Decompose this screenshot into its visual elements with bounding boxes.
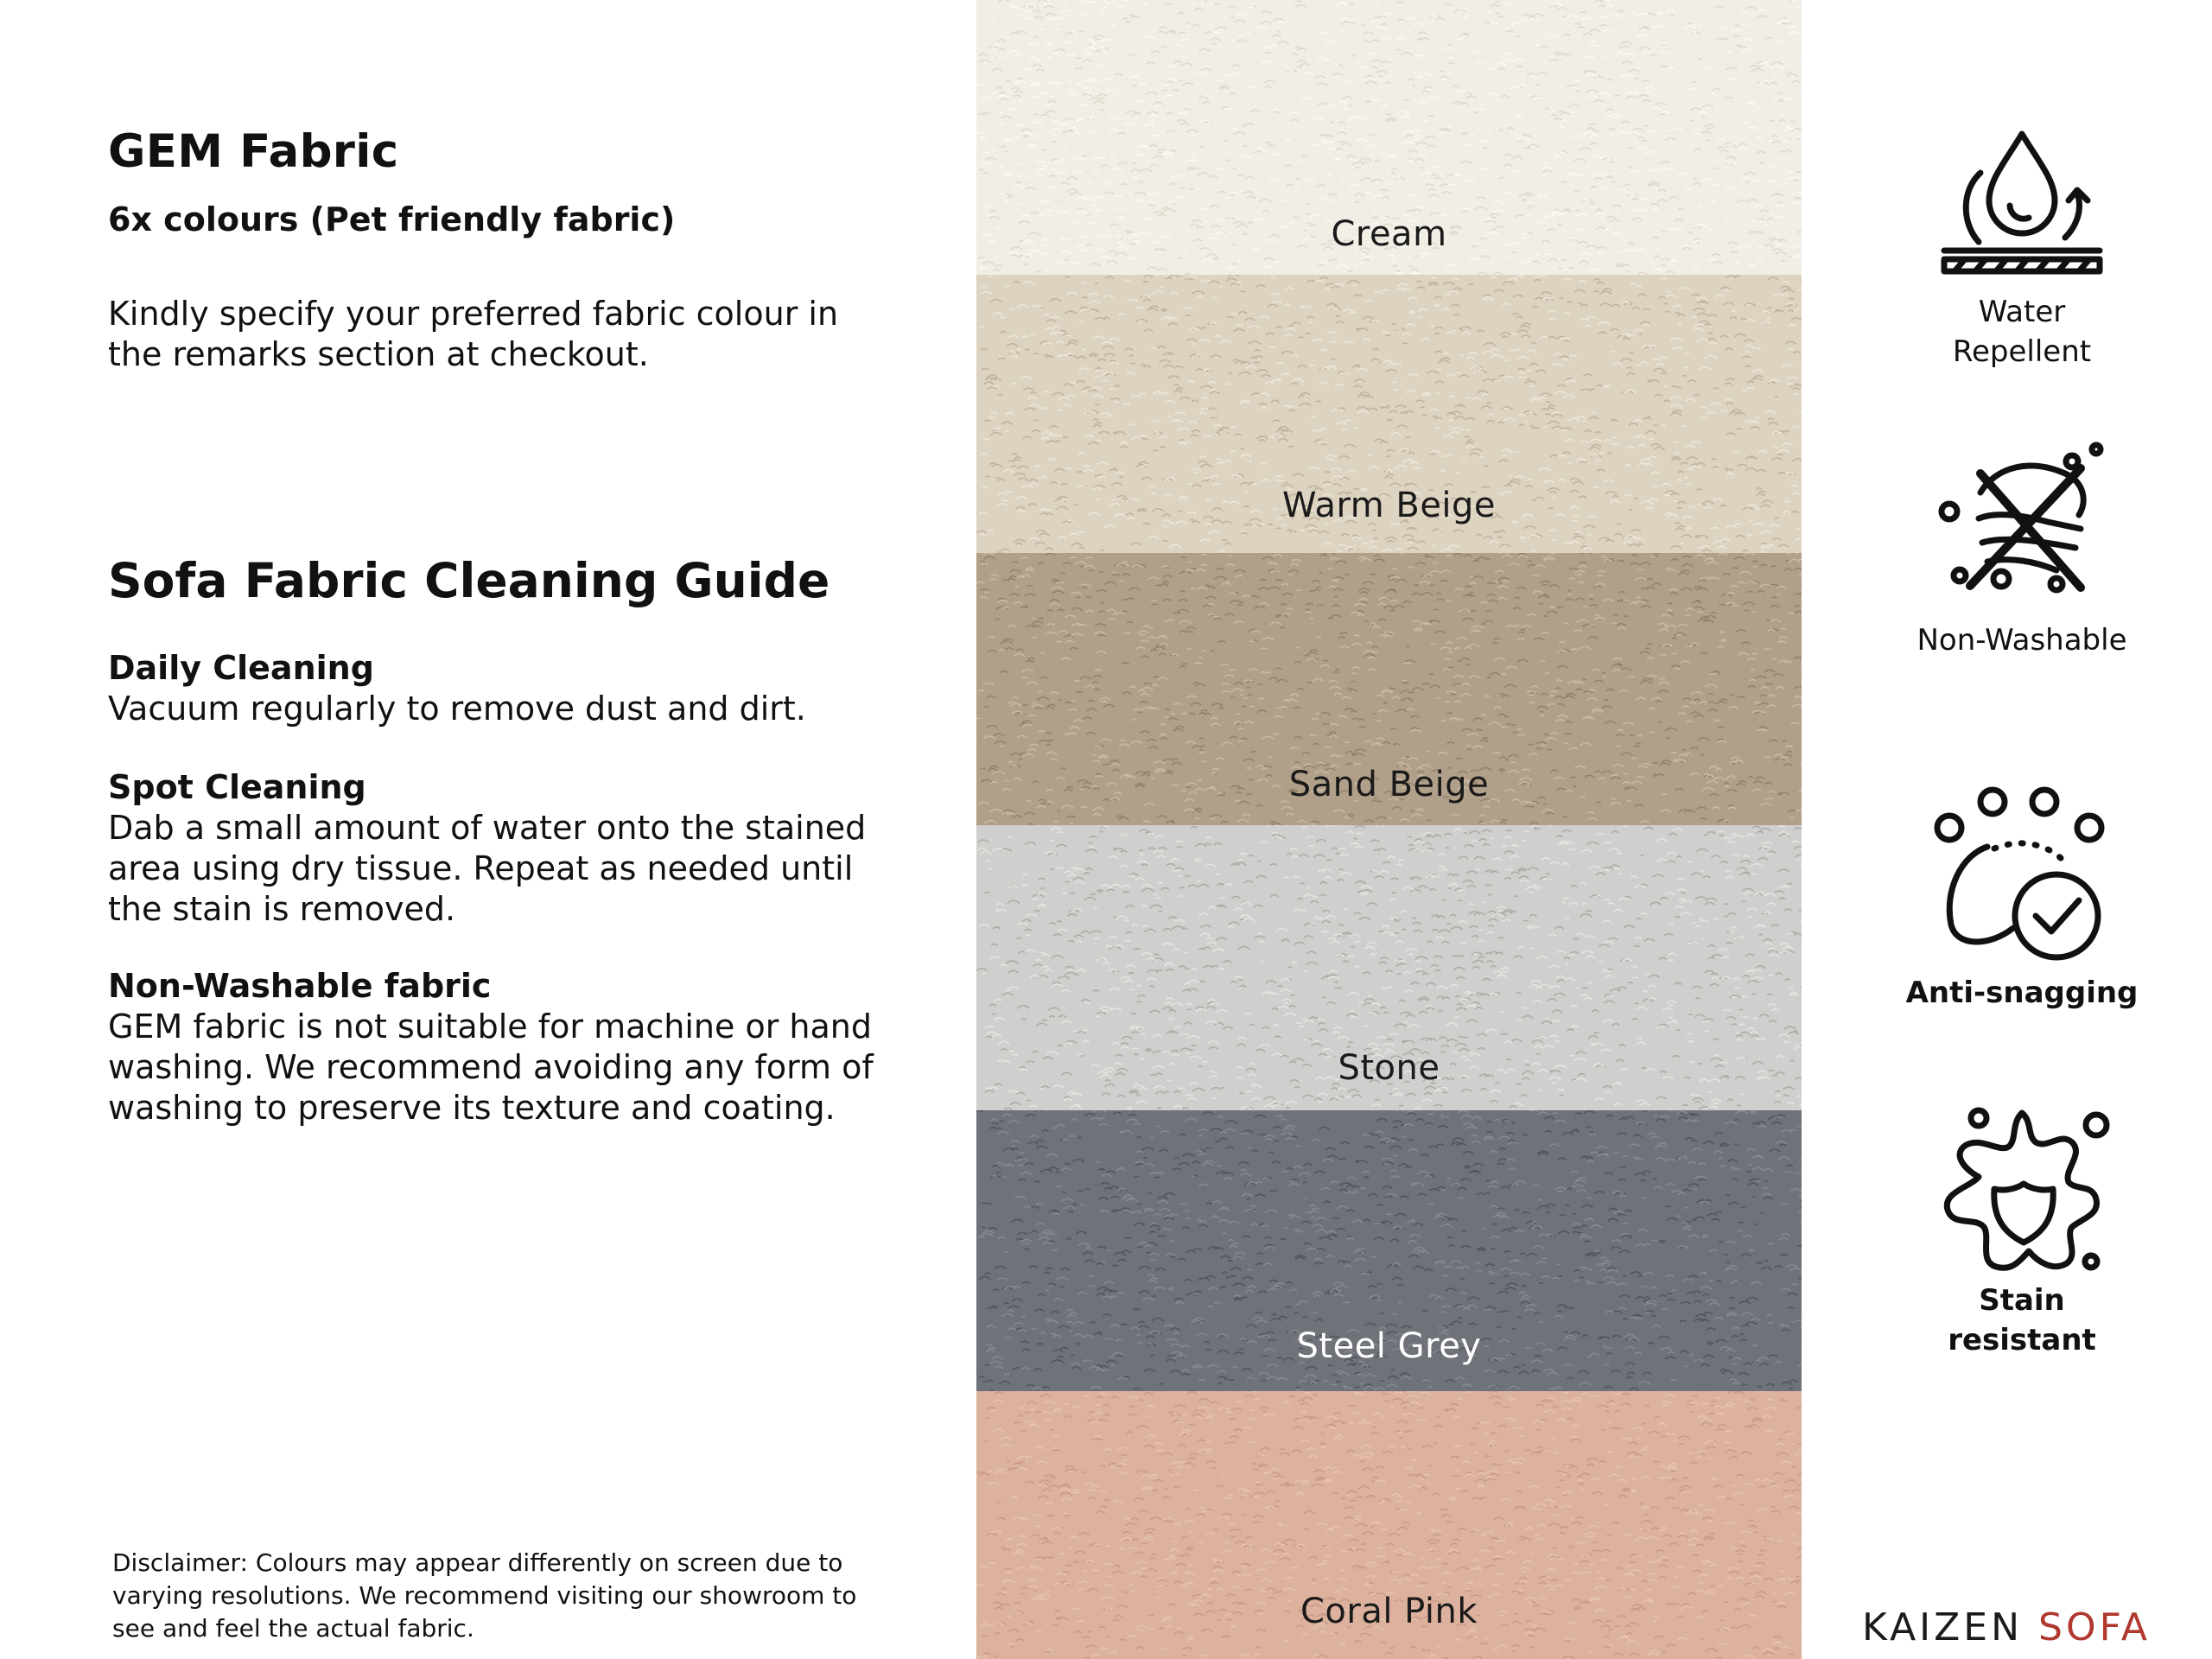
fabric-title: GEM Fabric	[108, 125, 399, 178]
swatch-label: Coral Pink	[1300, 1592, 1478, 1631]
swatch-label: Stone	[1338, 1048, 1440, 1088]
feature-list	[1892, 0, 2152, 1659]
brand-logo	[1862, 1605, 2151, 1649]
swatch-sand-beige[interactable]	[976, 553, 1802, 825]
feature-label-anti-snagging: Anti-snagging	[1905, 976, 2139, 1010]
cleaning-guide-title: Sofa Fabric Cleaning Guide	[108, 553, 830, 608]
fabric-subtitle: 6x colours (Pet friendly fabric)	[108, 200, 676, 238]
guide-section-title: Spot Cleaning	[108, 768, 366, 806]
swatch-label: Cream	[1331, 214, 1447, 254]
brand-word-sofa: SOFA	[2038, 1605, 2151, 1649]
guide-section-text: Vacuum regularly to remove dust and dirt.	[108, 690, 806, 728]
fabric-intro: Kindly specify your preferred fabric colour in the remarks section at checkout.	[108, 295, 839, 373]
swatch-warm-beige[interactable]	[976, 275, 1802, 553]
stain-resistant-icon	[1927, 1097, 2117, 1287]
swatch-label: Warm Beige	[1281, 486, 1497, 525]
guide-section-daily-cleaning	[108, 648, 886, 729]
swatch-steel-grey[interactable]	[976, 1110, 1802, 1391]
brand-word-kaizen: KAIZEN	[1862, 1605, 2024, 1649]
water-repellent-icon	[1927, 121, 2117, 311]
guide-section-non-washable	[108, 966, 886, 1128]
guide-section-spot-cleaning	[108, 767, 886, 930]
guide-section-title: Non-Washable fabric	[108, 967, 492, 1005]
feature-label-non-washable: Non-Washable	[1916, 623, 2127, 658]
guide-section-text: Dab a small amount of water onto the stained area using dry tissue. Repeat as needed until the stain is removed.	[108, 809, 867, 928]
swatch-label: Steel Grey	[1296, 1326, 1482, 1366]
non-washable-icon	[1927, 432, 2117, 622]
guide-section-title: Daily Cleaning	[108, 649, 374, 687]
feature-label-stain-resistant: Stain resistant	[1948, 1283, 2096, 1357]
anti-snagging-icon	[1927, 778, 2117, 968]
swatch-coral-pink[interactable]	[976, 1391, 1802, 1659]
guide-section-text: GEM fabric is not suitable for machine or hand washing. We recommend avoiding any form of washing to preserve its texture and coating.	[108, 1007, 874, 1127]
swatch-stone[interactable]	[976, 825, 1802, 1110]
feature-label-water-repellent: Water Repellent	[1952, 295, 2092, 369]
fabric-swatches	[976, 0, 1802, 1659]
swatch-label: Sand Beige	[1288, 765, 1490, 804]
disclaimer: Disclaimer: Colours may appear differently on screen due to varying resolutions. We recommend visiting our showroom to see and feel the actual fabric.	[112, 1548, 857, 1643]
swatch-cream[interactable]	[976, 0, 1802, 275]
